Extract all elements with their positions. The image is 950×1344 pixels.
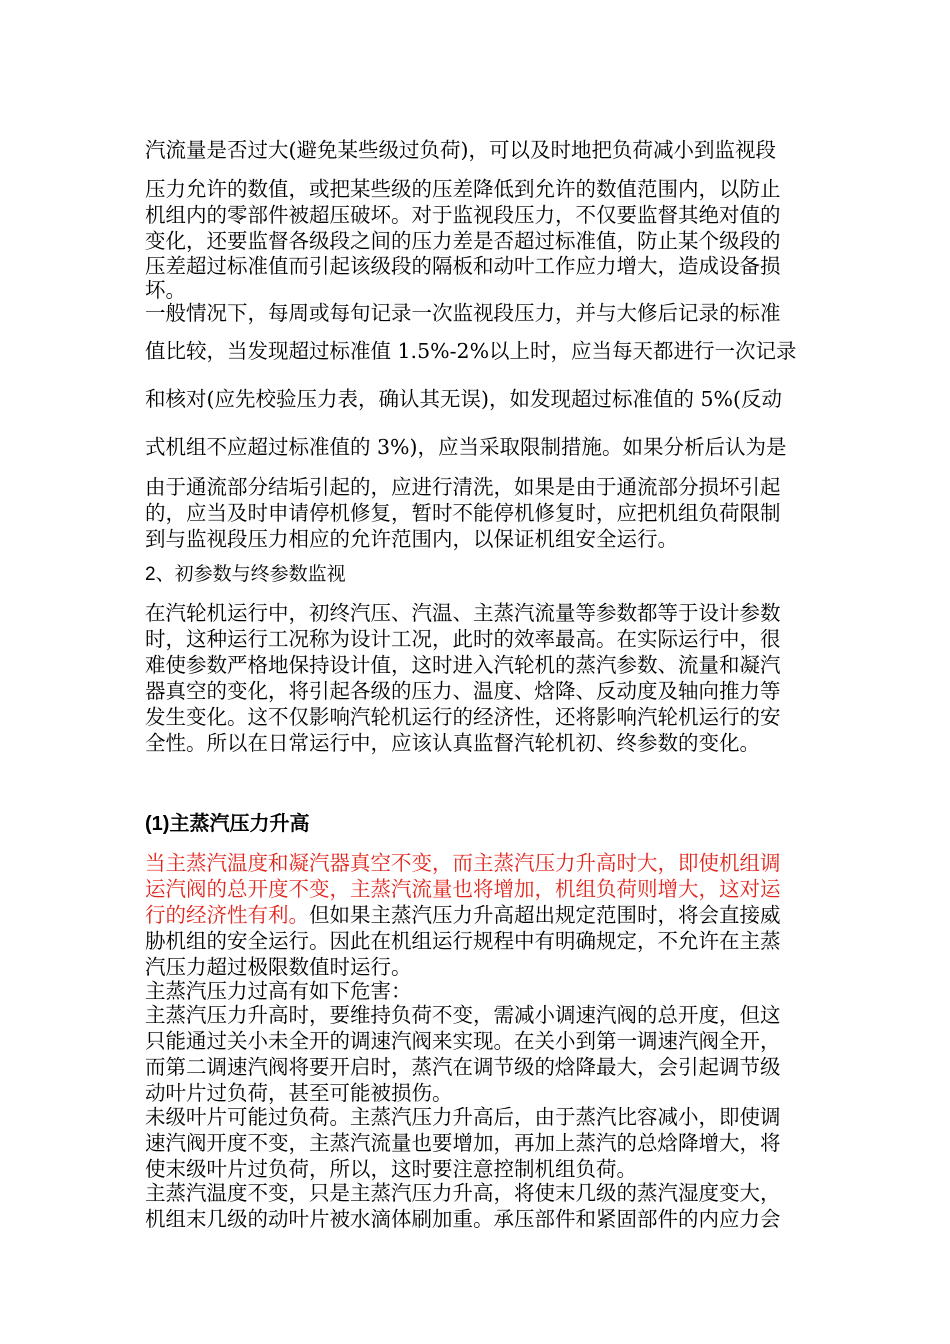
paragraph-line: 机组内的零部件被超压破坏。对于监视段压力，不仅要监督其绝对值的 [145, 203, 781, 227]
paragraph-line: 主蒸汽温度不变，只是主蒸汽压力升高，将使末几级的蒸汽湿度变大， [145, 1181, 781, 1205]
paragraph-line: 汽流量是否过大(避免某些级过负荷)，可以及时地把负荷减小到监视段 [145, 138, 776, 162]
paragraph-line: 一般情况下，每周或每旬记录一次监视段压力，并与大修后记录的标准 [145, 301, 781, 325]
paragraph-line: 全性。所以在日常运行中，应该认真监督汽轮机初、终参数的变化。 [145, 731, 760, 755]
paragraph-line: 压力允许的数值，或把某些级的压差降低到允许的数值范围内，以防止 [145, 177, 781, 201]
paragraph-line: 只能通过关小未全开的调速汽阀来实现。在关小到第一调速汽阀全开， [145, 1029, 781, 1053]
paragraph-line: 机组末几级的动叶片被水滴体刷加重。承压部件和紧固部件的内应力会 [145, 1207, 781, 1231]
paragraph-line: 变化，还要监督各级段之间的压力差是否超过标准值，防止某个级段的 [145, 229, 781, 253]
paragraph-line: 汽压力超过极限数值时运行。 [145, 955, 412, 979]
section-heading: 2、初参数与终参数监视 [145, 564, 346, 585]
paragraph-line [145, 902, 811, 928]
paragraph-line: 时，这种运行工况称为设计工况，此时的效率最高。在实际运行中，很 [145, 627, 781, 651]
paragraph-line: 难使参数严格地保持设计值，这时进入汽轮机的蒸汽参数、流量和凝汽 [145, 653, 781, 677]
paragraph-line: 主蒸汽压力升高时，要维持负荷不变，需减小调速汽阀的总开度，但这 [145, 1003, 781, 1027]
paragraph-line: 而第二调速汽阀将要开启时，蒸汽在调节级的焓降最大，会引起调节级 [145, 1055, 781, 1079]
normal-text: 但如果主蒸汽压力升高超出规定范围时，将会直接威 [309, 903, 781, 927]
paragraph-line: 在汽轮机运行中，初终汽压、汽温、主蒸汽流量等参数都等于设计参数 [145, 601, 781, 625]
paragraph-line: 发生变化。这不仅影响汽轮机运行的经济性，还将影响汽轮机运行的安 [145, 705, 781, 729]
paragraph-line: 到与监视段压力相应的允许范围内，以保证机组安全运行。 [145, 527, 678, 551]
paragraph-line: 由于通流部分结垢引起的，应进行清洗，如果是由于通流部分损坏引起 [145, 475, 781, 499]
paragraph-line: 值比较，当发现超过标准值 1.5%-2%以上时，应当每天都进行一次记录 [145, 339, 797, 363]
paragraph-line: 压差超过标准值而引起该级段的隔板和动叶工作应力增大，造成设备损 [145, 254, 781, 278]
highlighted-line: 当主蒸汽温度和凝汽器真空不变，而主蒸汽压力升高时大，即使机组调 [145, 851, 781, 875]
subsection-heading: (1)主蒸汽压力升高 [145, 813, 310, 835]
highlighted-text: 行的经济性有利。 [145, 903, 309, 927]
paragraph-line: 坏。 [145, 278, 186, 302]
paragraph-line: 式机组不应超过标准值的 3%)，应当采取限制措施。如果分析后认为是 [145, 435, 787, 459]
paragraph-line: 和核对(应先校验压力表，确认其无误)，如发现超过标准值的 5%(反动 [145, 387, 783, 411]
paragraph-line: 器真空的变化，将引起各级的压力、温度、焓降、反动度及轴向推力等 [145, 679, 781, 703]
highlighted-line: 运汽阀的总开度不变，主蒸汽流量也将增加，机组负荷则增大，这对运 [145, 877, 781, 901]
paragraph-line: 主蒸汽压力过高有如下危害： [145, 979, 412, 1003]
paragraph-line: 未级叶片可能过负荷。主蒸汽压力升高后，由于蒸汽比容减小，即使调 [145, 1105, 781, 1129]
paragraph-line: 速汽阀开度不变，主蒸汽流量也要增加，再加上蒸汽的总焓降增大，将 [145, 1131, 781, 1155]
paragraph-line: 使末级叶片过负荷，所以，这时要注意控制机组负荷。 [145, 1157, 637, 1181]
paragraph-line: 动叶片过负荷，甚至可能被损伤。 [145, 1081, 453, 1105]
paragraph-line: 胁机组的安全运行。因此在机组运行规程中有明确规定，不允许在主蒸 [145, 929, 781, 953]
paragraph-line: 的，应当及时申请停机修复，暂时不能停机修复时，应把机组负荷限制 [145, 501, 781, 525]
